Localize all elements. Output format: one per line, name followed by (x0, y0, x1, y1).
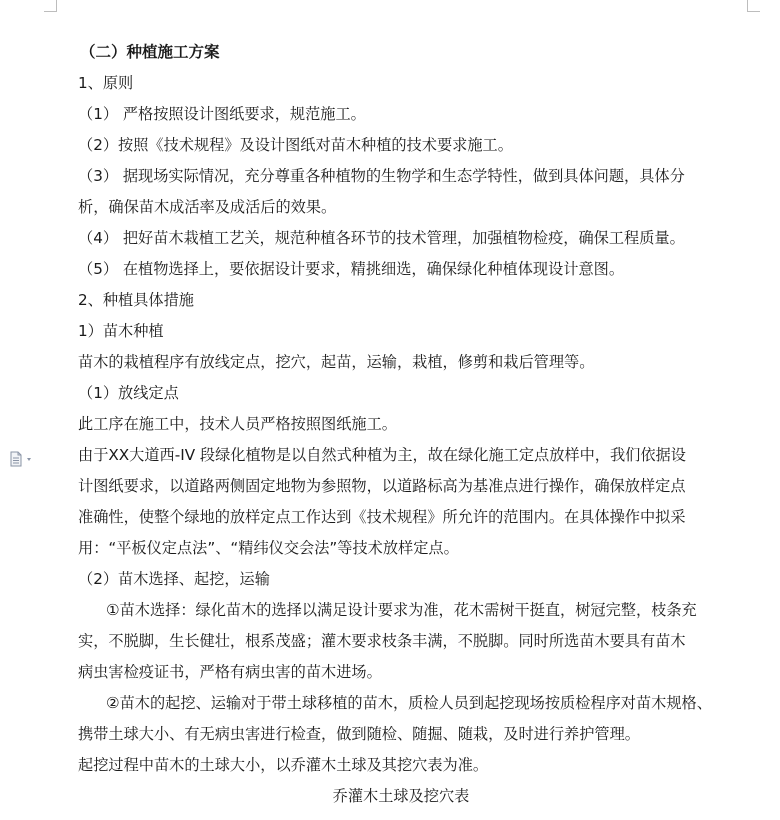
paragraph-line: 此工序在施工中，技术人员严格按照图纸施工。 (78, 415, 397, 433)
paragraph-line: （2）苗木选择、起挖，运输 (78, 570, 270, 588)
paragraph-line: （5） 在植物选择上，要依据设计要求，精挑细选，确保绿化种植体现设计意图。 (78, 260, 625, 278)
paragraph-line: 苗木的栽植程序有放线定点，挖穴，起苗，运输，栽植，修剪和栽后管理等。 (78, 353, 595, 371)
paragraph-line: ①苗木选择：绿化苗木的选择以满足设计要求为准，花木需树干挺直，树冠完整，枝条充 (106, 601, 697, 619)
paragraph-line: 准确性，使整个绿地的放样定点工作达到《技术规程》所允许的范围内。在具体操作中拟采 (78, 508, 686, 526)
paragraph-line: 由于XX大道西-IV 段绿化植物是以自然式种植为主，故在绿化施工定点放样中，我们依据设 (78, 446, 686, 464)
paragraph-line: 起挖过程中苗木的土球大小，以乔灌木土球及其挖穴表为准。 (78, 756, 489, 774)
paragraph-line: 析，确保苗木成活率及成活后的效果。 (78, 198, 337, 216)
paragraph-line: （4） 把好苗木栽植工艺关，规范种植各环节的技术管理，加强植物检疫，确保工程质量。 (78, 229, 685, 247)
section-title: （二）种植施工方案 (80, 43, 220, 61)
paragraph-line: （3） 据现场实际情况，充分尊重各种植物的生物学和生态学特性，做到具体问题，具体分 (78, 167, 685, 185)
paragraph-line: （1）放线定点 (78, 384, 179, 402)
crop-mark-left-horizontal (44, 11, 57, 12)
paragraph-line: 病虫害检疫证书，严格有病虫害的苗木进场。 (78, 663, 382, 681)
paragraph-line: （2）按照《技术规程》及设计图纸对苗木种植的技术要求施工。 (78, 136, 513, 154)
paragraph-line: 计图纸要求，以道路两侧固定地物为参照物，以道路标高为基准点进行操作，确保放样定点 (78, 477, 686, 495)
table-caption: 乔灌木土球及挖穴表 (332, 787, 470, 805)
document-body (78, 37, 728, 812)
paragraph-line: 实，不脱脚，生长健壮，根系茂盛；灌木要求枝条丰满，不脱脚。同时所选苗木要具有苗木 (78, 632, 686, 650)
paragraph-line: （1） 严格按照设计图纸要求，规范施工。 (78, 105, 366, 123)
paragraph-line: 携带土球大小、有无病虫害进行检查，做到随检、随掘、随栽，及时进行养护管理。 (78, 725, 640, 743)
crop-mark-right-horizontal (747, 11, 760, 12)
paragraph-line: ②苗木的起挖、运输对于带土球移植的苗木，质检人员到起挖现场按质检程序对苗木规格、 (106, 694, 712, 712)
paragraph-line: 1）苗木种植 (78, 322, 164, 340)
paragraph-line: 用：“平板仪定点法”、“精纬仪交会法”等技术放样定点。 (78, 539, 459, 557)
paragraph-line: 2、种植具体措施 (78, 291, 194, 309)
document-options-icon[interactable] (10, 451, 36, 467)
paragraph-line: 1、原则 (78, 74, 134, 92)
